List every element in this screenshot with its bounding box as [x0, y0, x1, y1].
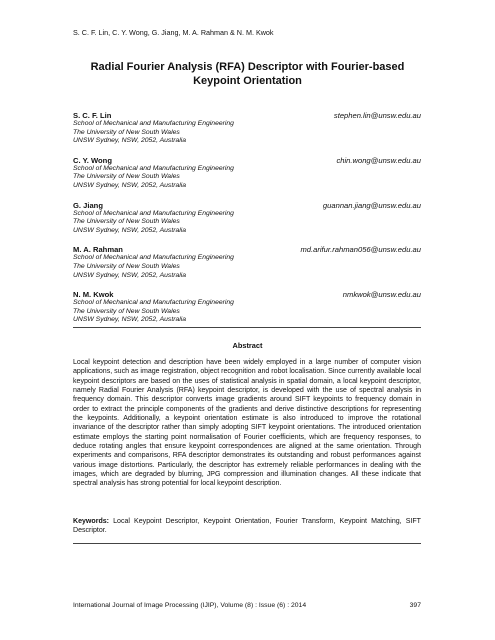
author-email[interactable]: stephen.lin@unsw.edu.au	[333, 111, 421, 120]
affiliation-line: The University of New South Wales	[73, 128, 180, 136]
author-email[interactable]: nmkwok@unsw.edu.au	[342, 290, 421, 300]
author-block	[73, 156, 421, 191]
author-name: G. Jiang	[73, 200, 103, 210]
footer-journal: International Journal of Image Processing (IJIP), Volume (8) : Issue (6) : 2014	[73, 602, 307, 609]
author-block	[73, 290, 421, 325]
affiliation-line: School of Mechanical and Manufacturing Engineering	[73, 209, 234, 217]
keywords	[73, 517, 421, 536]
abstract-body: Local keypoint detection and description have been widely employed in a large number of computer vision applications, such as image registration, object recognition and robot localisation. Since currently available local keypoint descriptors are based on the uses of statistical analysis in spatial domain, a local keypoint descriptor, namely Radial Fourier Analysis (RFA) keypoint descriptor, is developed with the use of spectral analysis in frequency domain. This descriptor converts image gradients around SIFT keypoints to frequency domain in order to extract the principle components of the gradients and derive distinctive descriptions for representing the keypoints. Additionally, a keypoint orientation estimate is also introduced to improve the rotational invariance of the descriptor rather than simply adopting SIFT keypoint orientations. The introduced orientation estimate employs the starting point normalisation of Fourier coefficients, which are frequency responses, to deduce rotating angles that ensure keypoint correspondences are aligned at the same orientation. Through experiments and comparisons, RFA descriptor demonstrates its outstanding and robust performances against various image distortions. Particularly, the descriptor has extremely reliable performances in dealing with the images, which are degraded by blurring, JPG compression and illumination changes. All these indicate that spectral analysis has strong potential for local keypoint description.	[73, 359, 421, 488]
affiliation-line: The University of New South Wales	[73, 218, 180, 226]
author-block	[73, 111, 421, 146]
author-email[interactable]: md.arifur.rahman056@unsw.edu.au	[300, 245, 421, 255]
affiliation-line: UNSW Sydney, NSW, 2052, Australia	[73, 181, 187, 189]
affiliation-line: School of Mechanical and Manufacturing Engineering	[73, 164, 234, 172]
affiliation-line: UNSW Sydney, NSW, 2052, Australia	[73, 316, 187, 324]
affiliation-line: School of Mechanical and Manufacturing Engineering	[73, 254, 234, 262]
page-number: 397	[409, 602, 421, 609]
title-line-2: Keypoint Orientation	[193, 75, 302, 87]
running-head: S. C. F. Lin, C. Y. Wong, G. Jiang, M. A. Rahman & N. M. Kwok	[73, 28, 274, 37]
author-email[interactable]: chin.wong@unsw.edu.au	[336, 155, 421, 165]
divider-bottom	[73, 543, 421, 544]
author-block	[73, 201, 421, 236]
author-name: C. Y. Wong	[73, 155, 112, 165]
affiliation-line: The University of New South Wales	[73, 173, 180, 181]
keywords-label: Keywords:	[73, 518, 110, 525]
affiliation-line: UNSW Sydney, NSW, 2052, Australia	[73, 271, 187, 279]
page-footer	[73, 602, 421, 609]
author-name: M. A. Rahman	[73, 245, 123, 255]
affiliation-line: School of Mechanical and Manufacturing Engineering	[73, 120, 234, 127]
keywords-text: Local Keypoint Descriptor, Keypoint Orientation, Fourier Transform, Keypoint Matching, SIFT Descriptor.	[73, 518, 421, 535]
abstract-heading: Abstract	[232, 341, 263, 350]
divider-top	[73, 327, 421, 328]
author-block	[73, 245, 421, 280]
affiliation-line: UNSW Sydney, NSW, 2052, Australia	[73, 226, 187, 234]
author-name: S. C. F. Lin	[73, 111, 112, 120]
affiliation-line: The University of New South Wales	[73, 262, 180, 270]
author-email[interactable]: guannan.jiang@unsw.edu.au	[322, 200, 421, 210]
paper-title	[60, 60, 435, 88]
affiliation-line: The University of New South Wales	[73, 307, 180, 315]
affiliation-line: UNSW Sydney, NSW, 2052, Australia	[73, 137, 187, 145]
title-line-1: Radial Fourier Analysis (RFA) Descriptor with Fourier-based	[90, 61, 405, 73]
affiliation-line: School of Mechanical and Manufacturing Engineering	[73, 299, 234, 307]
author-name: N. M. Kwok	[73, 290, 114, 300]
author-list	[73, 111, 421, 335]
